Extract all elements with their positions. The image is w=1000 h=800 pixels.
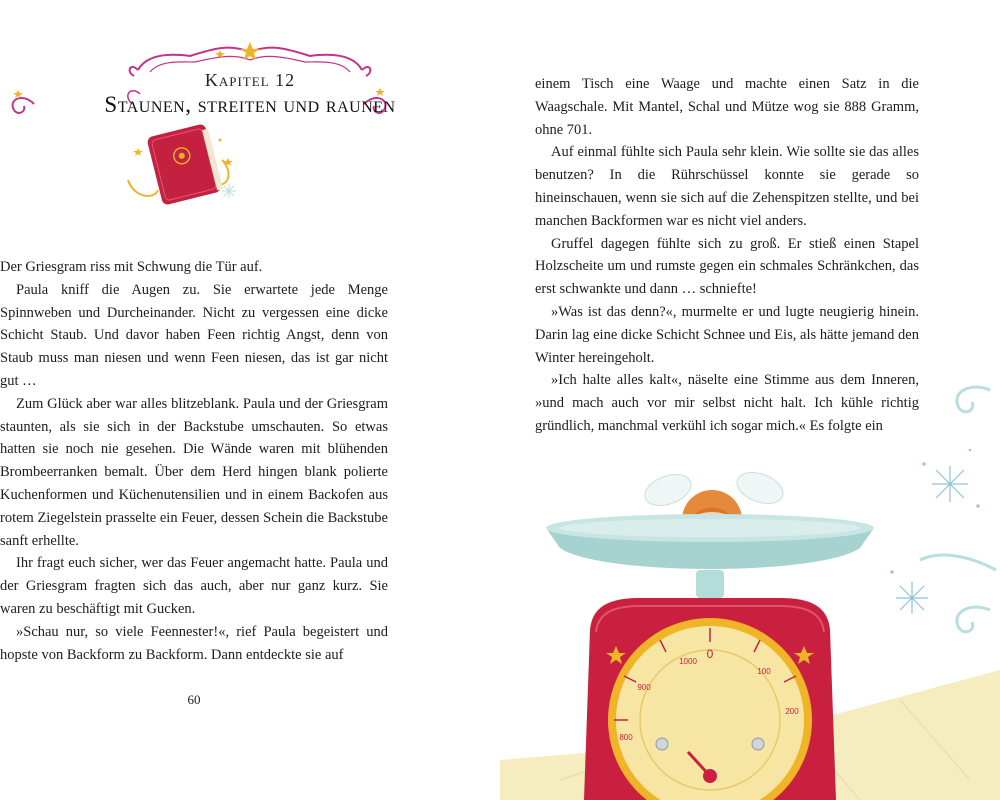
scale-body bbox=[584, 598, 836, 800]
paragraph: einem Tisch eine Waage und machte einen Satz in die Waagschale. Mit Mantel, Schal und Mütze wog sie 888 Gramm, ohne 701. bbox=[535, 76, 919, 138]
paragraph: Ihr fragt euch sicher, wer das Feuer angemacht hatte. Paula und der Griesgram fragten sich das auch, aber nur ganz kurz. Sie waren zu beschäftigt mit Gucken. bbox=[0, 555, 388, 617]
scale-bowl bbox=[546, 514, 874, 598]
paragraph: »Was ist das denn?«, murmelte er und lugte neugierig hinein. Darin lag eine dicke Schicht Schnee und Eis, als hätte jemand den Winter hereingeholt. bbox=[535, 303, 919, 366]
paragraph: Paula kniff die Augen zu. Sie erwartete jede Menge Spinnweben und Durcheinander. Nicht zu vergessen eine dicke Schicht Staub. Und davor haben Feen richtig Angst, denn von Staub muss man niesen und wenn Feen niesen, das ist gar nicht gut … bbox=[0, 281, 388, 389]
dial-label: 0 bbox=[706, 647, 714, 661]
dial-label: 1000 bbox=[679, 657, 697, 666]
red-spell-book-icon bbox=[120, 120, 240, 210]
dial-label: 200 bbox=[785, 707, 799, 716]
dial-label: 100 bbox=[757, 667, 771, 676]
page-number: 60 bbox=[187, 692, 201, 707]
paragraph: Gruffel dagegen fühlte sich zu groß. Er stieß einen Stapel Holzscheite um und rumste gegen ein schmales Schränkchen, das erst schwankte und dann … schniefte! bbox=[535, 235, 919, 298]
frost-swirl-icon bbox=[920, 387, 996, 632]
paragraph: Zum Glück aber war alles blitzeblank. Paula und der Griesgram staunten, als sie sich in der Backstube umschauten. So etwas hatten sie noch nie gesehen. Die Wände waren mit blühenden Brombeerranken bemalt. Über dem Herd hingen blank polierte Kuchenformen und Küchenutensilien und in einem Backofen aus rotem Ziegelstein prasselte ein Feuer, dessen Schein die Backstube sanft erhellte. bbox=[0, 395, 388, 549]
kitchen-scale-illustration bbox=[500, 380, 1000, 800]
paragraph: Auf einmal fühlte sich Paula sehr klein. Wie sollte sie das alles benutzen? In die Rührschüssel konnte sie gerade so hineinschauen, wenn sie sich auf die Zehenspitzen stellte, und bei manchen Backformen war es nicht viel anders. bbox=[535, 144, 919, 229]
dial-label: 800 bbox=[619, 733, 633, 742]
chapter-label: Kapitel 12 bbox=[204, 70, 296, 90]
paragraph: »Ich halte alles kalt«, näselte eine Stimme aus dem Inneren, »und mach auch vor mir selbst nicht halt. Ich kühle richtig gründlich, manchmal verkühl ich sogar mich.« Es folgte ein bbox=[535, 372, 919, 434]
paragraph: Der Griesgram riss mit Schwung die Tür auf. bbox=[0, 259, 263, 275]
snowflake-icon bbox=[896, 466, 968, 614]
chapter-title: Staunen, streiten und raunen bbox=[104, 92, 396, 117]
left-page-text bbox=[0, 256, 388, 666]
dial-label: 900 bbox=[637, 683, 651, 692]
paragraph: »Schau nur, so viele Feennester!«, rief Paula begeistert und hopste von Backform zu Backform. Dann entdeckte sie auf bbox=[0, 623, 388, 663]
